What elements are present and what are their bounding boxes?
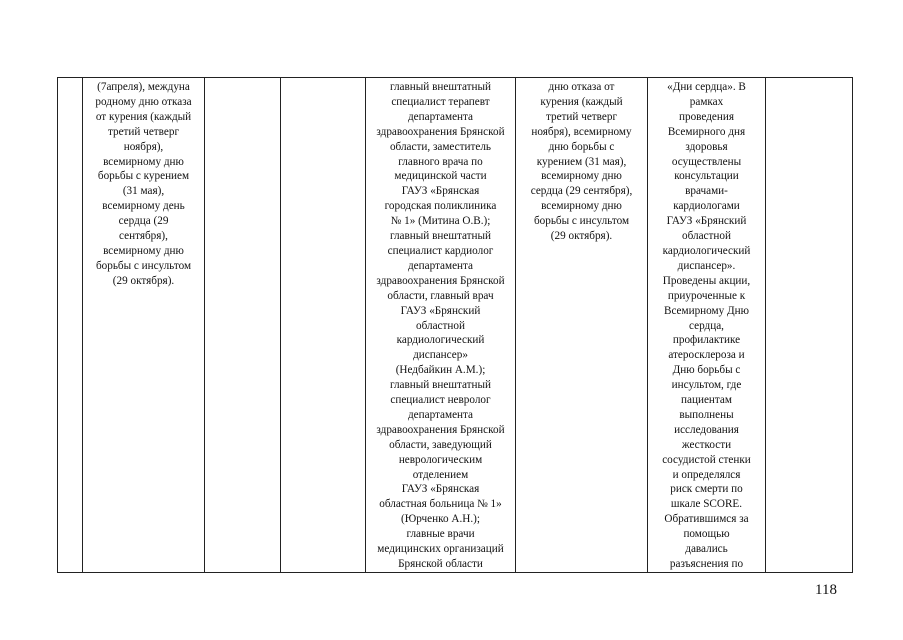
cell-line: области, заместитель bbox=[389, 140, 492, 153]
cell-line: рамках bbox=[689, 95, 724, 108]
cell-line: родному дню отказа bbox=[95, 95, 192, 108]
cell-empty-b bbox=[281, 78, 366, 573]
cell-line: всемирному день bbox=[102, 200, 185, 213]
cell-line: (Недбайкин А.М.); bbox=[395, 364, 486, 377]
cell-line: областной bbox=[682, 230, 731, 243]
cell-line: кардиологический bbox=[396, 334, 485, 347]
cell-line: Дню борьбы с bbox=[672, 364, 741, 377]
cell-line: исследования bbox=[674, 423, 739, 436]
cell-line: помощью bbox=[683, 528, 730, 541]
cell-line: Всемирного дня bbox=[667, 125, 746, 138]
cell-line: курением (31 мая), bbox=[536, 155, 627, 168]
cell-line: инсультом, где bbox=[671, 379, 742, 392]
cell-line: неврологическим bbox=[398, 453, 483, 466]
cell-responsible bbox=[366, 78, 516, 573]
cell-line: всемирному дню bbox=[541, 200, 622, 213]
cell-line: кардиологами bbox=[673, 200, 740, 213]
cell-line: (Юрченко А.Н.); bbox=[401, 513, 480, 526]
cell-line: ГАУЗ «Брянский bbox=[400, 304, 481, 317]
cell-line: разъяснения по bbox=[669, 558, 744, 570]
cell-line: давались bbox=[685, 543, 728, 556]
cell-line: специалист терапевт bbox=[391, 95, 490, 108]
cell-line: сердца (29 сентября), bbox=[530, 185, 633, 198]
cell-line: отделением bbox=[412, 468, 469, 481]
cell-line: диспансер» bbox=[413, 349, 468, 362]
cell-awareness-days bbox=[516, 78, 648, 573]
cell-line: всемирному дню bbox=[103, 244, 184, 257]
cell-line: медицинских организаций bbox=[377, 543, 504, 556]
cell-line: Проведены акции, bbox=[662, 274, 751, 287]
cell-line: третий четверг bbox=[545, 110, 618, 123]
cell-results bbox=[648, 78, 766, 573]
cell-line: Брянской области bbox=[398, 558, 483, 570]
cell-line: проведения bbox=[679, 110, 734, 123]
cell-line: приуроченные к bbox=[667, 289, 746, 302]
cell-line: (29 октября). bbox=[550, 230, 613, 243]
cell-line: кардиологический bbox=[662, 244, 751, 257]
cell-line: главного врача по bbox=[398, 155, 483, 168]
cell-line: выполнены bbox=[679, 408, 734, 421]
cell-line: городская поликлиника bbox=[384, 200, 497, 213]
cell-line: специалист невролог bbox=[390, 394, 491, 407]
cell-line: профилактике bbox=[672, 334, 741, 347]
cell-line: и определялся bbox=[672, 468, 741, 481]
cell-line: (7апреля), междуна bbox=[97, 81, 190, 93]
cell-line: медицинской части bbox=[394, 170, 487, 183]
cell-line: атеросклероза и bbox=[668, 349, 745, 362]
cell-line: сосудистой стенки bbox=[662, 453, 751, 466]
cell-line: диспансер». bbox=[677, 259, 736, 272]
cell-line: борьбы с инсультом bbox=[533, 215, 630, 228]
cell-line: ГАУЗ «Брянская bbox=[401, 185, 480, 198]
cell-empty-a bbox=[205, 78, 281, 573]
cell-line: главный внештатный bbox=[389, 379, 492, 392]
cell-line: департамента bbox=[407, 408, 474, 421]
cell-line: дню борьбы с bbox=[548, 140, 615, 153]
cell-line: (31 мая), bbox=[122, 185, 165, 198]
cell-line: осуществлены bbox=[671, 155, 742, 168]
cell-line: консультации bbox=[674, 170, 739, 183]
cell-line: «Дни сердца». В bbox=[667, 81, 746, 93]
cell-line: риск смерти по bbox=[670, 483, 743, 496]
cell-line: области, заведующий bbox=[389, 438, 492, 451]
cell-line: борьбы с инсультом bbox=[95, 259, 192, 272]
cell-line: специалист кардиолог bbox=[387, 244, 494, 257]
cell-line: от курения (каждый bbox=[95, 110, 192, 123]
cell-line: сердца (29 bbox=[118, 215, 169, 228]
cell-line: № 1» (Митина О.В.); bbox=[390, 215, 491, 228]
cell-line: дню отказа от bbox=[548, 81, 615, 93]
cell-line: шкале SCORE. bbox=[670, 498, 743, 511]
cell-line: ноября), bbox=[123, 140, 164, 153]
cell-line: ГАУЗ «Брянская bbox=[401, 483, 480, 496]
cell-event-dates bbox=[83, 78, 205, 573]
cell-line: главные врачи bbox=[406, 528, 475, 541]
cell-line: здоровья bbox=[685, 140, 728, 153]
cell-line: третий четверг bbox=[107, 125, 180, 138]
cell-line: области, главный врач bbox=[387, 289, 494, 302]
cell-line: Обратившимся за bbox=[664, 513, 749, 526]
cell-line: областная больница № 1» bbox=[379, 498, 502, 511]
cell-line: здравоохранения Брянской bbox=[376, 423, 505, 436]
cell-line: всемирному дню bbox=[541, 170, 622, 183]
cell-number bbox=[58, 78, 83, 573]
cell-line: (29 октября). bbox=[112, 274, 175, 287]
page-number: 118 bbox=[815, 582, 837, 598]
cell-line: сентября), bbox=[119, 230, 168, 243]
cell-line: главный внештатный bbox=[389, 81, 492, 93]
cell-notes bbox=[766, 78, 853, 573]
plan-table bbox=[57, 77, 853, 573]
cell-line: сердца, bbox=[689, 319, 724, 332]
cell-line: здравоохранения Брянской bbox=[376, 125, 505, 138]
cell-line: ноября), всемирному bbox=[531, 125, 632, 138]
cell-line: всемирному дню bbox=[103, 155, 184, 168]
cell-line: департамента bbox=[407, 259, 474, 272]
cell-line: курения (каждый bbox=[540, 95, 623, 108]
cell-line: департамента bbox=[407, 110, 474, 123]
cell-line: здравоохранения Брянской bbox=[376, 274, 505, 287]
cell-line: Всемирному Дню bbox=[663, 304, 749, 317]
cell-line: врачами- bbox=[685, 185, 728, 198]
cell-line: областной bbox=[416, 319, 465, 332]
table-row bbox=[58, 78, 853, 573]
cell-line: борьбы с курением bbox=[97, 170, 190, 183]
cell-line: главный внештатный bbox=[389, 230, 492, 243]
cell-line: жесткости bbox=[681, 438, 732, 451]
cell-line: пациентам bbox=[681, 394, 732, 407]
cell-line: ГАУЗ «Брянский bbox=[666, 215, 747, 228]
